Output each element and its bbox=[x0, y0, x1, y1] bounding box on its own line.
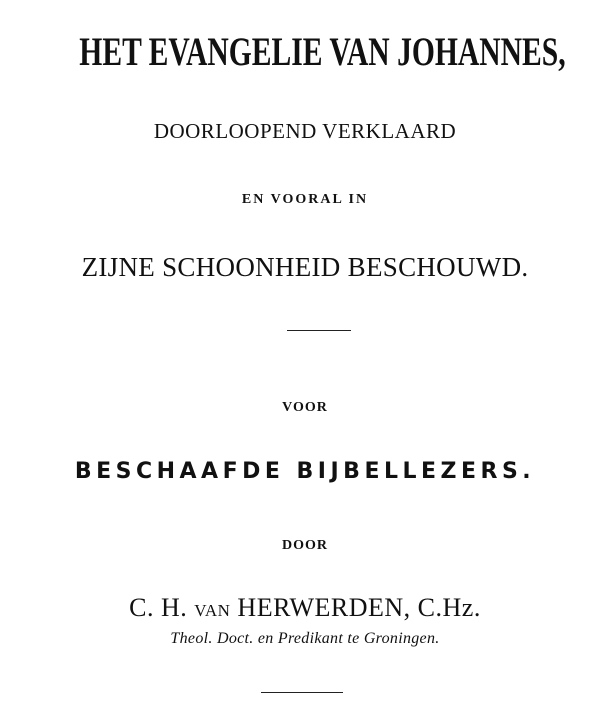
book-title: HET EVANGELIE VAN JOHANNES, bbox=[79, 29, 566, 74]
author-affiliation: Theol. Doct. en Predikant te Groningen. bbox=[170, 630, 440, 647]
author-particle: VAN bbox=[194, 601, 231, 620]
subtitle-line-2: EN VOORAL IN bbox=[241, 192, 369, 207]
audience-line: BESCHAAFDE BIJBELLEZERS. bbox=[74, 459, 536, 484]
author-surname: HERWERDEN, C.Hz. bbox=[237, 593, 481, 622]
author-name bbox=[0, 593, 610, 623]
subtitle-line-1: DOORLOOPEND VERKLAARD bbox=[153, 119, 457, 143]
by-label: DOOR bbox=[282, 538, 328, 553]
dedication-prefix: VOOR bbox=[282, 400, 328, 415]
divider-rule-bottom bbox=[261, 692, 343, 693]
subtitle-line-3: ZIJNE SCHOONHEID BESCHOUWD. bbox=[81, 252, 529, 282]
author-initials: C. H. bbox=[129, 593, 188, 622]
divider-rule bbox=[287, 330, 351, 331]
